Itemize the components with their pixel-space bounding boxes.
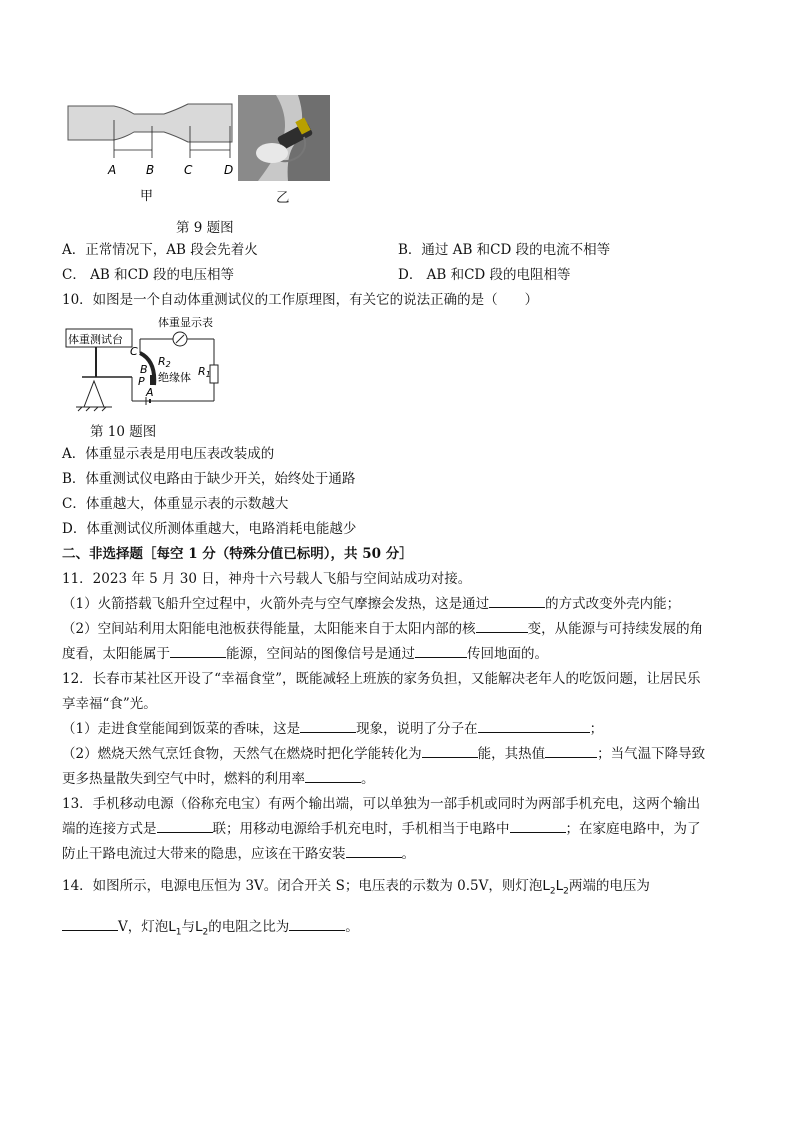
fig9-label-c: C xyxy=(184,163,193,177)
q11-blank4[interactable] xyxy=(415,645,467,658)
q14-l2-symbol: $L_2$ xyxy=(542,878,556,897)
fig10-label-c: C xyxy=(130,345,138,358)
q9-option-a: A．正常情况下，AB 段会先着火 xyxy=(62,242,258,258)
q11-stem: 11．2023 年 5 月 30 日，神舟十六号载人飞船与空间站成功对接。 xyxy=(62,571,472,587)
q10-option-c: C．体重越大，体重显示表的示数越大 xyxy=(62,496,289,512)
fig10-platform-label: 体重测试台 xyxy=(68,333,123,346)
q11-part2-cont: 度看，太阳能属于 能源，空间站的图像信号是通过 传回地面的。 xyxy=(62,646,548,662)
q9-option-c: C． AB 和CD 段的电压相等 xyxy=(62,267,235,283)
fig10-label-b: B xyxy=(140,363,148,376)
q13-blank3[interactable] xyxy=(346,845,402,858)
fig10-label-a: A xyxy=(146,386,154,399)
fig9-photo xyxy=(238,95,330,181)
q11-blank3[interactable] xyxy=(170,645,226,658)
q10-option-a: A．体重显示表是用电压表改装成的 xyxy=(62,446,275,462)
q10-option-d: D．体重测试仪所测体重越大，电路消耗电能越少 xyxy=(62,521,357,537)
q14-l2-symbol-repeat: $L_2$ xyxy=(555,878,569,897)
q14-line2: V，灯泡$L_1$与$L_2$的电阻之比为 。 xyxy=(62,918,359,942)
fig9-label-a: A xyxy=(108,163,117,177)
q13-blank1[interactable] xyxy=(157,820,213,833)
q12-blank3[interactable] xyxy=(422,745,478,758)
q13-blank2[interactable] xyxy=(510,820,566,833)
q12-blank1[interactable] xyxy=(300,720,356,733)
fig9-tube-diagram xyxy=(64,96,242,206)
fig10-caption: 第 10 题图 xyxy=(90,424,157,440)
fig10-label-p: P xyxy=(138,375,145,388)
fig9-label-d: D xyxy=(224,163,234,177)
q10-option-b: B．体重测试仪电路由于缺少开关，始终处于通路 xyxy=(62,471,356,487)
fig10-circuit-diagram xyxy=(62,313,232,413)
fig10-label-r1: R1 xyxy=(198,365,211,379)
q13-line3: 防止干路电流过大带来的隐患，应该在干路安装 。 xyxy=(62,846,415,862)
fig9-caption: 第 9 题图 xyxy=(176,220,234,236)
q11-blank1[interactable] xyxy=(489,595,545,608)
fig10-label-r2: R2 xyxy=(158,355,171,369)
q13-line2: 端的连接方式是 联；用移动电源给手机充电时，手机相当于电路中 ；在家庭电路中，为了 xyxy=(62,821,701,837)
q14-blank2[interactable] xyxy=(289,918,345,931)
tube-outline xyxy=(68,104,232,142)
q13-line1: 13．手机移动电源（俗称充电宝）有两个输出端，可以单独为一部手机或同时为两部手机充电，这两个输出 xyxy=(62,796,701,812)
fig9-label-jia: 甲 xyxy=(140,189,154,204)
q12-part1: （1）走进食堂能闻到饭菜的香味，这是 现象，说明了分子在 ； xyxy=(62,721,604,737)
q12-stem: 12．长春市某社区开设了“幸福食堂”，既能减轻上班族的家务负担，又能解决老年人的吃饭问题，让居民乐 xyxy=(62,671,701,687)
q14-blank1[interactable] xyxy=(62,918,118,931)
q9-option-d: D． AB 和CD 段的电阻相等 xyxy=(398,267,571,283)
fig9-label-b: B xyxy=(146,163,155,177)
section2-heading: 二、非选择题［每空 1 分（特殊分值已标明），共 50 分］ xyxy=(62,546,413,562)
q12-stem-cont: 享幸福“食”光。 xyxy=(62,696,157,712)
q11-blank2[interactable] xyxy=(476,620,528,633)
q12-blank2[interactable] xyxy=(478,720,590,733)
q9-option-b: B．通过 AB 和CD 段的电流不相等 xyxy=(398,242,611,258)
q12-blank4[interactable] xyxy=(545,745,597,758)
q12-part2-cont: 更多热量散失到空气中时，燃料的利用率 。 xyxy=(62,771,375,787)
fig10-meter-label: 体重显示表 xyxy=(158,316,213,329)
q14-line1: 14．如图所示，电源电压恒为 3V。闭合开关 S；电压表的示数为 0.5V，则灯泡$L_2L_2$两端的电压为 xyxy=(62,878,650,897)
q12-part2: （2）燃烧天然气烹饪食物，天然气在燃烧时把化学能转化为 能，其热值 ；当气温下降导致 xyxy=(62,746,706,762)
q11-part1: （1）火箭搭载飞船升空过程中，火箭外壳与空气摩擦会发热，这是通过 的方式改变外壳内能； xyxy=(62,596,681,612)
q12-blank5[interactable] xyxy=(305,770,361,783)
fig10-label-insulator: 绝缘体 xyxy=(158,371,191,384)
fig9-label-yi: 乙 xyxy=(276,190,290,206)
q10-stem: 10．如图是一个自动体重测试仪的工作原理图，有关它的说法正确的是（ ） xyxy=(62,292,539,308)
q11-part2: （2）空间站利用太阳能电池板获得能量，太阳能来自于太阳内部的核 变，从能源与可持续发展的角 xyxy=(62,621,704,637)
